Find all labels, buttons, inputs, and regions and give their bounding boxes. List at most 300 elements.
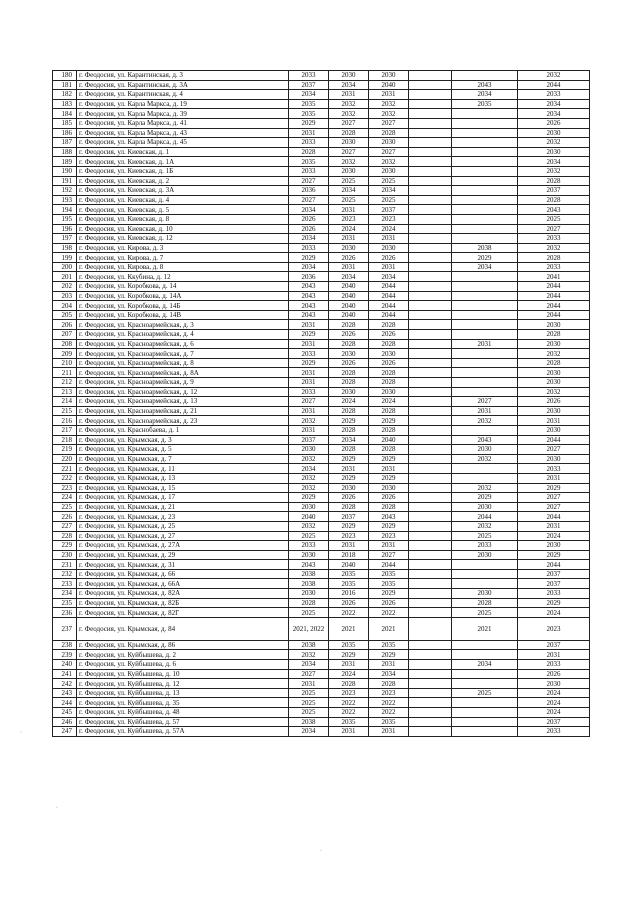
table-row <box>53 598 590 608</box>
row-number: 229 <box>53 541 77 551</box>
row-address: г. Феодосия, ул. Крымская, д. 13 <box>77 473 289 483</box>
row-address: г. Феодосия, ул. Крымская, д. 82Б <box>77 598 289 608</box>
scan-dot: · <box>20 730 22 736</box>
row-number: 241 <box>53 669 77 679</box>
row-value-f: 2030 <box>518 368 590 378</box>
row-value-e: 2031 <box>452 406 518 416</box>
row-value-d <box>409 224 452 234</box>
row-number: 245 <box>53 708 77 718</box>
row-value-f: 2044 <box>518 291 590 301</box>
row-value-e: 2030 <box>452 445 518 455</box>
row-value-a: 2027 <box>289 195 329 205</box>
row-value-c: 2034 <box>369 669 409 679</box>
row-value-e <box>452 679 518 689</box>
row-value-e: 2030 <box>452 589 518 599</box>
row-number: 200 <box>53 262 77 272</box>
row-address: г. Феодосия, ул. Карла Маркса, д. 41 <box>77 118 289 128</box>
row-value-f: 2032 <box>518 349 590 359</box>
row-value-e: 2035 <box>452 99 518 109</box>
row-value-d <box>409 445 452 455</box>
row-value-b: 2024 <box>329 224 369 234</box>
row-value-b: 2028 <box>329 320 369 330</box>
table-row <box>53 493 590 503</box>
row-value-b: 2024 <box>329 669 369 679</box>
row-number: 216 <box>53 416 77 426</box>
table-row <box>53 608 590 618</box>
row-value-e: 2032 <box>452 521 518 531</box>
row-value-a: 2034 <box>289 90 329 100</box>
row-value-a: 2030 <box>289 589 329 599</box>
row-value-b: 2030 <box>329 243 369 253</box>
row-value-d <box>409 425 452 435</box>
row-value-f: 2025 <box>518 214 590 224</box>
row-value-e: 2032 <box>452 454 518 464</box>
row-value-a: 2029 <box>289 253 329 263</box>
row-value-f: 2033 <box>518 464 590 474</box>
table-row <box>53 679 590 689</box>
row-address: г. Феодосия, ул. Куйбышева, д. 35 <box>77 698 289 708</box>
row-value-d <box>409 301 452 311</box>
row-value-b: 2023 <box>329 214 369 224</box>
row-value-e <box>452 291 518 301</box>
row-value-e <box>452 157 518 167</box>
row-value-d <box>409 640 452 650</box>
row-value-a: 2025 <box>289 531 329 541</box>
table-row <box>53 224 590 234</box>
table-row <box>53 560 590 570</box>
row-number: 195 <box>53 214 77 224</box>
row-value-c: 2028 <box>369 425 409 435</box>
table-row <box>53 301 590 311</box>
row-value-f: 2032 <box>518 387 590 397</box>
row-value-f: 2027 <box>518 224 590 234</box>
table-row <box>53 464 590 474</box>
row-address: г. Феодосия, ул. Кирова, д. 3 <box>77 243 289 253</box>
row-value-b: 2021 <box>329 617 369 640</box>
table-row <box>53 521 590 531</box>
row-value-f: 2026 <box>518 118 590 128</box>
table-row <box>53 569 590 579</box>
row-value-d <box>409 349 452 359</box>
row-value-f: 2028 <box>518 330 590 340</box>
row-value-f: 2032 <box>518 243 590 253</box>
row-value-e <box>452 214 518 224</box>
row-address: г. Феодосия, ул. Карла Маркса, д. 19 <box>77 99 289 109</box>
row-value-d <box>409 650 452 660</box>
table-row <box>53 717 590 727</box>
schedule-table <box>52 70 590 737</box>
table-row <box>53 454 590 464</box>
row-value-c: 2029 <box>369 473 409 483</box>
row-value-b: 2024 <box>329 397 369 407</box>
row-address: г. Феодосия, ул. Красноармейская, д. 8 <box>77 358 289 368</box>
row-value-f: 2029 <box>518 598 590 608</box>
row-value-f: 2033 <box>518 234 590 244</box>
row-value-a: 2032 <box>289 650 329 660</box>
table-row <box>53 502 590 512</box>
row-value-e <box>452 176 518 186</box>
table-row <box>53 589 590 599</box>
row-value-e: 2043 <box>452 435 518 445</box>
row-value-b: 2022 <box>329 608 369 618</box>
row-number: 220 <box>53 454 77 464</box>
row-value-a: 2033 <box>289 349 329 359</box>
row-value-e: 2025 <box>452 608 518 618</box>
row-value-a: 2034 <box>289 464 329 474</box>
row-value-f: 2031 <box>518 521 590 531</box>
row-value-d <box>409 531 452 541</box>
row-value-d <box>409 71 452 81</box>
row-value-e <box>452 727 518 737</box>
row-value-b: 2029 <box>329 416 369 426</box>
row-value-a: 2043 <box>289 560 329 570</box>
table-row <box>53 138 590 148</box>
row-value-b: 2030 <box>329 483 369 493</box>
row-value-b: 2025 <box>329 195 369 205</box>
row-value-f: 2026 <box>518 397 590 407</box>
row-value-c: 2028 <box>369 406 409 416</box>
row-value-b: 2029 <box>329 521 369 531</box>
row-value-d <box>409 435 452 445</box>
row-value-b: 2023 <box>329 688 369 698</box>
row-value-e: 2027 <box>452 397 518 407</box>
row-value-d <box>409 368 452 378</box>
row-value-f: 2033 <box>518 727 590 737</box>
row-value-b: 2034 <box>329 186 369 196</box>
row-value-a: 2043 <box>289 291 329 301</box>
row-address: г. Феодосия, ул. Крымская, д. 82Г <box>77 608 289 618</box>
row-value-e: 2031 <box>452 339 518 349</box>
row-value-b: 2026 <box>329 330 369 340</box>
row-value-a: 2029 <box>289 493 329 503</box>
row-value-b: 2034 <box>329 80 369 90</box>
row-value-b: 2026 <box>329 598 369 608</box>
row-value-c: 2028 <box>369 445 409 455</box>
row-value-c: 2025 <box>369 176 409 186</box>
row-value-d <box>409 157 452 167</box>
row-value-e <box>452 349 518 359</box>
row-value-f: 2037 <box>518 186 590 196</box>
row-value-d <box>409 195 452 205</box>
row-value-b: 2032 <box>329 99 369 109</box>
row-value-f: 2024 <box>518 608 590 618</box>
row-address: г. Феодосия, ул. Крымская, д. 29 <box>77 550 289 560</box>
row-value-d <box>409 138 452 148</box>
row-value-b: 2040 <box>329 282 369 292</box>
row-value-e <box>452 425 518 435</box>
row-value-e: 2030 <box>452 550 518 560</box>
row-address: г. Феодосия, ул. Куйбышева, д. 48 <box>77 708 289 718</box>
table-row <box>53 406 590 416</box>
row-address: г. Феодосия, ул. Крымская, д. 15 <box>77 483 289 493</box>
row-number: 211 <box>53 368 77 378</box>
row-address: г. Феодосия, ул. Киевская, д. 2 <box>77 176 289 186</box>
row-value-d <box>409 128 452 138</box>
row-number: 232 <box>53 569 77 579</box>
row-number: 244 <box>53 698 77 708</box>
row-value-b: 2030 <box>329 349 369 359</box>
table-row <box>53 541 590 551</box>
row-value-e <box>452 186 518 196</box>
row-value-a: 2034 <box>289 234 329 244</box>
row-number: 207 <box>53 330 77 340</box>
row-value-e <box>452 650 518 660</box>
row-value-a: 2030 <box>289 445 329 455</box>
row-address: г. Феодосия, ул. Куйбышева, д. 57А <box>77 727 289 737</box>
row-number: 191 <box>53 176 77 186</box>
row-number: 212 <box>53 378 77 388</box>
row-number: 197 <box>53 234 77 244</box>
row-address: г. Феодосия, ул. Крымская, д. 66 <box>77 569 289 579</box>
table-row <box>53 698 590 708</box>
row-value-d <box>409 608 452 618</box>
row-value-c: 2024 <box>369 224 409 234</box>
row-value-f: 2030 <box>518 454 590 464</box>
row-value-b: 2032 <box>329 109 369 119</box>
row-address: г. Феодосия, ул. Коробкова, д. 14А <box>77 291 289 301</box>
row-value-a: 2035 <box>289 99 329 109</box>
table-row <box>53 186 590 196</box>
row-address: г. Феодосия, ул. Куйбышева, д. 2 <box>77 650 289 660</box>
row-number: 213 <box>53 387 77 397</box>
row-value-d <box>409 727 452 737</box>
row-value-a: 2031 <box>289 128 329 138</box>
row-address: г. Феодосия, ул. Красноармейская, д. 8А <box>77 368 289 378</box>
row-value-c: 2023 <box>369 531 409 541</box>
row-number: 202 <box>53 282 77 292</box>
row-value-f: 2029 <box>518 483 590 493</box>
row-address: г. Феодосия, ул. Крымская, д. 25 <box>77 521 289 531</box>
row-value-d <box>409 272 452 282</box>
row-address: г. Феодосия, ул. Крымская, д. 27А <box>77 541 289 551</box>
row-value-e <box>452 224 518 234</box>
row-value-e <box>452 320 518 330</box>
row-address: г. Феодосия, ул. Красноармейская, д. 3 <box>77 320 289 330</box>
row-value-b: 2028 <box>329 339 369 349</box>
row-value-b: 2029 <box>329 473 369 483</box>
row-address: г. Феодосия, ул. Киевская, д. 1А <box>77 157 289 167</box>
row-value-a: 2036 <box>289 186 329 196</box>
row-number: 180 <box>53 71 77 81</box>
row-value-f: 2032 <box>518 138 590 148</box>
row-value-f: 2030 <box>518 679 590 689</box>
row-address: г. Феодосия, ул. Киевская, д. 8 <box>77 214 289 224</box>
row-value-c: 2028 <box>369 679 409 689</box>
row-value-b: 2026 <box>329 358 369 368</box>
row-value-c: 2034 <box>369 272 409 282</box>
row-value-b: 2016 <box>329 589 369 599</box>
row-value-a: 2033 <box>289 243 329 253</box>
row-value-f: 2037 <box>518 640 590 650</box>
row-value-c: 2026 <box>369 493 409 503</box>
row-value-b: 2022 <box>329 708 369 718</box>
row-number: 204 <box>53 301 77 311</box>
row-value-c: 2029 <box>369 521 409 531</box>
row-value-b: 2025 <box>329 176 369 186</box>
table-row <box>53 483 590 493</box>
row-value-b: 2029 <box>329 650 369 660</box>
row-value-a: 2029 <box>289 118 329 128</box>
row-value-e <box>452 387 518 397</box>
row-address: г. Феодосия, ул. Красноармейская, д. 4 <box>77 330 289 340</box>
row-value-a: 2043 <box>289 310 329 320</box>
row-value-e <box>452 698 518 708</box>
row-value-c: 2028 <box>369 320 409 330</box>
table-row <box>53 640 590 650</box>
row-address: г. Феодосия, ул. Красноармейская, д. 9 <box>77 378 289 388</box>
row-value-a: 2031 <box>289 425 329 435</box>
row-value-f: 2031 <box>518 650 590 660</box>
row-value-a: 2036 <box>289 272 329 282</box>
row-value-f: 2027 <box>518 445 590 455</box>
row-value-f: 2043 <box>518 205 590 215</box>
row-value-d <box>409 109 452 119</box>
row-address: г. Феодосия, ул. Крымская, д. 21 <box>77 502 289 512</box>
row-number: 236 <box>53 608 77 618</box>
row-value-f: 2028 <box>518 253 590 263</box>
row-value-c: 2029 <box>369 650 409 660</box>
row-value-d <box>409 550 452 560</box>
row-value-a: 2034 <box>289 205 329 215</box>
row-address: г. Феодосия, ул. Крымская, д. 86 <box>77 640 289 650</box>
row-value-a: 2032 <box>289 416 329 426</box>
row-value-e: 2034 <box>452 262 518 272</box>
row-value-c: 2027 <box>369 550 409 560</box>
row-value-a: 2038 <box>289 569 329 579</box>
row-value-a: 2025 <box>289 688 329 698</box>
table-row <box>53 195 590 205</box>
row-value-d <box>409 569 452 579</box>
row-value-d <box>409 406 452 416</box>
row-value-d <box>409 282 452 292</box>
row-number: 203 <box>53 291 77 301</box>
row-number: 209 <box>53 349 77 359</box>
row-value-f: 2027 <box>518 502 590 512</box>
row-value-f: 2026 <box>518 669 590 679</box>
row-value-d <box>409 579 452 589</box>
row-value-f: 2032 <box>518 166 590 176</box>
row-value-d <box>409 698 452 708</box>
row-value-b: 2040 <box>329 560 369 570</box>
row-value-c: 2031 <box>369 90 409 100</box>
row-value-f: 2037 <box>518 579 590 589</box>
row-value-f: 2034 <box>518 109 590 119</box>
row-address: г. Феодосия, ул. Коробкова, д. 14Б <box>77 301 289 311</box>
row-value-e <box>452 669 518 679</box>
row-address: г. Феодосия, ул. Киевская, д. 3А <box>77 186 289 196</box>
row-value-e: 2033 <box>452 541 518 551</box>
row-value-b: 2037 <box>329 512 369 522</box>
row-value-b: 2026 <box>329 253 369 263</box>
row-value-f: 2030 <box>518 406 590 416</box>
row-value-a: 2034 <box>289 727 329 737</box>
row-value-c: 2028 <box>369 128 409 138</box>
row-value-f: 2030 <box>518 128 590 138</box>
row-value-f: 2044 <box>518 435 590 445</box>
row-value-e: 2029 <box>452 493 518 503</box>
table-row <box>53 166 590 176</box>
row-value-e: 2025 <box>452 688 518 698</box>
row-value-e <box>452 109 518 119</box>
row-number: 188 <box>53 147 77 157</box>
row-address: г. Феодосия, ул. Ккубина, д. 12 <box>77 272 289 282</box>
row-value-d <box>409 214 452 224</box>
row-value-c: 2032 <box>369 99 409 109</box>
row-address: г. Феодосия, ул. Красноармейская, д. 21 <box>77 406 289 416</box>
row-number: 223 <box>53 483 77 493</box>
row-value-b: 2028 <box>329 368 369 378</box>
row-number: 221 <box>53 464 77 474</box>
row-value-c: 2024 <box>369 397 409 407</box>
table-row <box>53 550 590 560</box>
row-number: 234 <box>53 589 77 599</box>
row-value-c: 2030 <box>369 243 409 253</box>
row-value-b: 2034 <box>329 435 369 445</box>
row-value-e: 2025 <box>452 531 518 541</box>
row-address: г. Феодосия, ул. Карла Маркса, д. 43 <box>77 128 289 138</box>
row-value-c: 2040 <box>369 80 409 90</box>
row-value-d <box>409 330 452 340</box>
row-value-d <box>409 464 452 474</box>
row-value-b: 2028 <box>329 502 369 512</box>
row-value-d <box>409 253 452 263</box>
row-value-a: 2043 <box>289 301 329 311</box>
row-value-f: 2028 <box>518 195 590 205</box>
row-value-f: 2031 <box>518 416 590 426</box>
row-value-c: 2043 <box>369 512 409 522</box>
row-value-c: 2027 <box>369 118 409 128</box>
table-row <box>53 660 590 670</box>
row-value-c: 2032 <box>369 109 409 119</box>
row-value-d <box>409 147 452 157</box>
row-address: г. Феодосия, ул. Краснобаева, д. 1 <box>77 425 289 435</box>
row-value-d <box>409 205 452 215</box>
table-row <box>53 688 590 698</box>
table-row <box>53 157 590 167</box>
row-value-e: 2038 <box>452 243 518 253</box>
table-row <box>53 71 590 81</box>
row-value-c: 2028 <box>369 502 409 512</box>
table-row <box>53 339 590 349</box>
row-value-f: 2032 <box>518 71 590 81</box>
row-address: г. Феодосия, ул. Куйбышева, д. 6 <box>77 660 289 670</box>
row-value-b: 2030 <box>329 387 369 397</box>
row-value-f: 2030 <box>518 378 590 388</box>
row-value-e <box>452 195 518 205</box>
table-row <box>53 128 590 138</box>
row-value-c: 2031 <box>369 660 409 670</box>
row-value-b: 2035 <box>329 569 369 579</box>
row-address: г. Феодосия, ул. Коробкова, д. 14 <box>77 282 289 292</box>
row-number: 193 <box>53 195 77 205</box>
table-row <box>53 262 590 272</box>
table-row <box>53 118 590 128</box>
row-number: 246 <box>53 717 77 727</box>
row-value-c: 2030 <box>369 138 409 148</box>
row-value-f: 2041 <box>518 272 590 282</box>
table-row <box>53 416 590 426</box>
row-value-d <box>409 99 452 109</box>
row-address: г. Феодосия, ул. Карантинская, д. 4 <box>77 90 289 100</box>
row-number: 222 <box>53 473 77 483</box>
row-value-c: 2035 <box>369 569 409 579</box>
row-value-c: 2028 <box>369 368 409 378</box>
row-value-d <box>409 80 452 90</box>
table-row <box>53 291 590 301</box>
table-row <box>53 99 590 109</box>
row-number: 206 <box>53 320 77 330</box>
table-row <box>53 368 590 378</box>
